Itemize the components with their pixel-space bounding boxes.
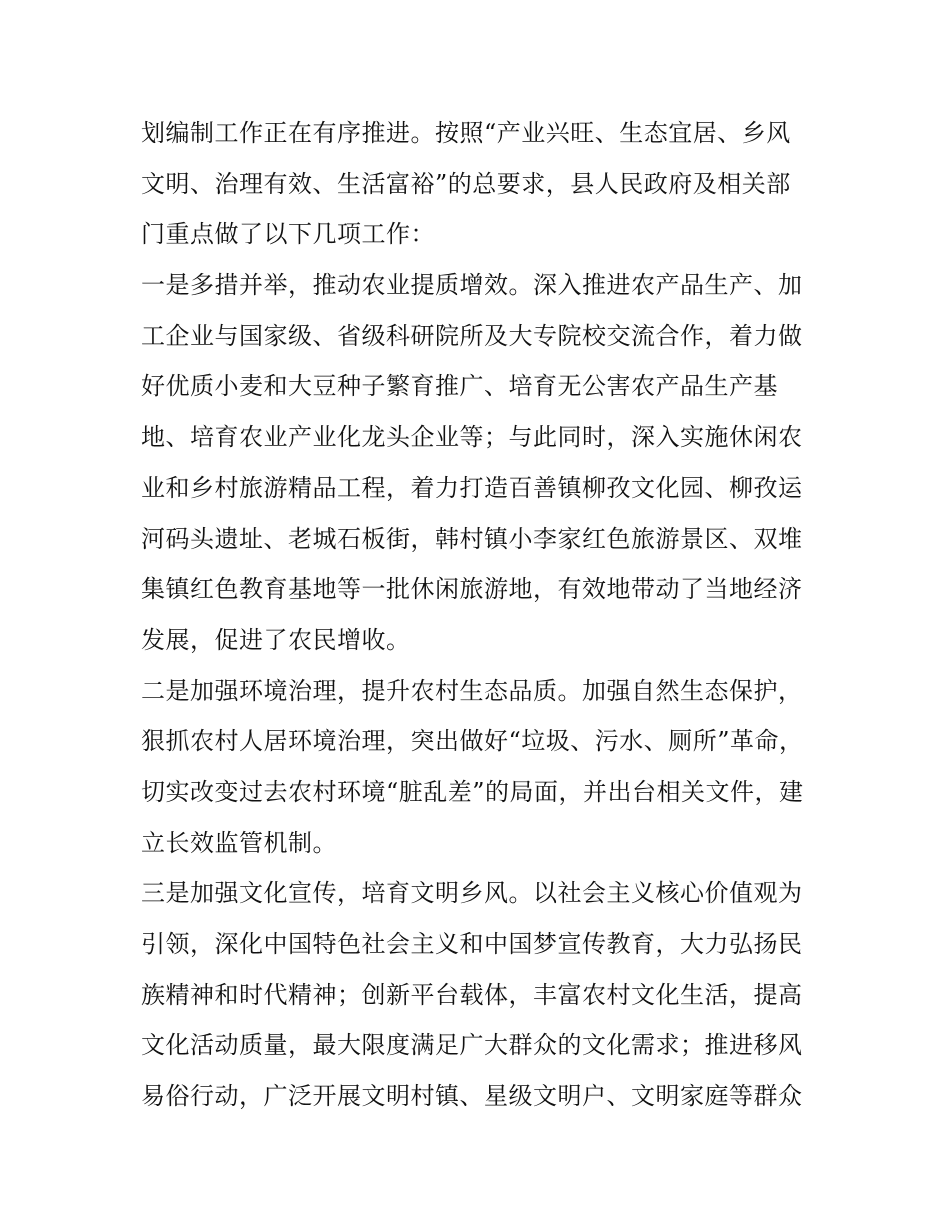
body-text: [141, 108, 821, 1122]
text-line: 族精神和时代精神；创新平台载体，丰富农村文化生活，提高: [141, 980, 803, 1009]
text-line: 好优质小麦和大豆种子繁育推广、培育无公害农产品生产基: [141, 372, 778, 401]
text-line: 发展，促进了农民增收。: [141, 625, 411, 654]
text-line: 划编制工作正在有序推进。按照“产业兴旺、生态宜居、乡风: [141, 119, 791, 147]
text-line: 集镇红色教育基地等一批休闲旅游地，有效地带动了当地经济: [141, 575, 803, 604]
text-line: 立长效监管机制。: [141, 828, 337, 857]
text-line: 业和乡村旅游精品工程，着力打造百善镇柳孜文化园、柳孜运: [141, 473, 803, 502]
text-line: 二是加强环境治理，提升农村生态品质。加强自然生态保护，: [141, 676, 803, 705]
text-line: 文化活动质量，最大限度满足广大群众的文化需求；推进移风: [141, 1031, 803, 1060]
text-line: 狠抓农村人居环境治理，突出做好“垃圾、污水、厕所”革命，: [141, 727, 804, 756]
text-line: 河码头遗址、老城石板街，韩村镇小李家红色旅游景区、双堆: [141, 524, 803, 553]
text-line: 地、培育农业产业化龙头企业等；与此同时，深入实施休闲农: [141, 423, 803, 452]
text-line: 切实改变过去农村环境“脏乱差”的局面，并出台相关文件，建: [141, 777, 804, 806]
text-line: 易俗行动，广泛开展文明村镇、星级文明户、文明家庭等群众: [141, 1082, 803, 1111]
text-line: 一是多措并举，推动农业提质增效。深入推进农产品生产、加: [141, 271, 803, 300]
text-line: 三是加强文化宣传，培育文明乡风。以社会主义核心价值观为: [141, 879, 803, 908]
text-line: 文明、治理有效、生活富裕”的总要求，县人民政府及相关部: [141, 169, 791, 198]
text-line: 引领，深化中国特色社会主义和中国梦宣传教育，大力弘扬民: [141, 930, 803, 958]
text-line: 工企业与国家级、省级科研院所及大专院校交流合作，着力做: [141, 321, 803, 350]
text-line: 门重点做了以下几项工作：: [141, 220, 435, 249]
